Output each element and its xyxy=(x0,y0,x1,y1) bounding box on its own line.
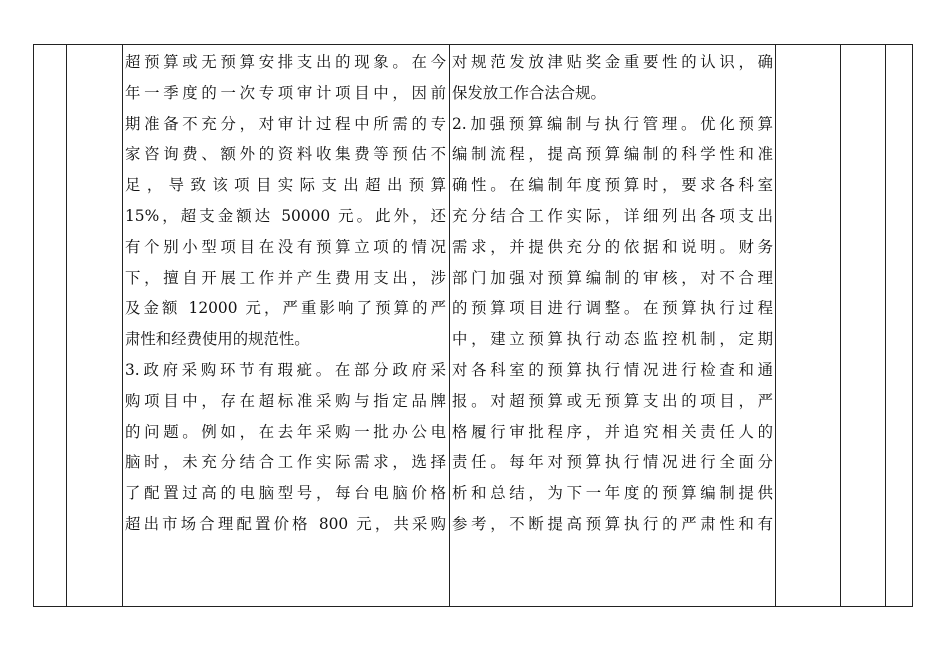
problem-description-cell xyxy=(125,45,446,606)
text-line: 脑时，未充分结合工作实际需求，选择 xyxy=(125,453,446,472)
text-line: 格履行审批程序，并追究相关责任人的 xyxy=(452,422,773,441)
text-line: 的问题。例如，在去年采购一批办公电 xyxy=(125,422,446,441)
column-divider xyxy=(66,45,67,606)
text-line: 中，建立预算执行动态监控机制，定期 xyxy=(452,330,773,349)
document-table xyxy=(33,44,913,607)
text-line: 有个别小型项目在没有预算立项的情况 xyxy=(125,237,446,256)
text-line: 部门加强对预算编制的审核，对不合理 xyxy=(452,268,773,287)
column-divider xyxy=(122,45,123,606)
text-line: 足，导致该项目实际支出超出预算 xyxy=(125,176,446,195)
rectification-measures-text xyxy=(452,45,773,540)
text-line: 肃性和经费使用的规范性。 xyxy=(125,330,310,349)
text-line: 下，擅自开展工作并产生费用支出，涉 xyxy=(125,268,446,287)
text-line: 确性。在编制年度预算时，要求各科室 xyxy=(452,176,773,195)
text-line: 报。对超预算或无预算支出的项目，严 xyxy=(452,391,773,410)
text-line: 年一季度的一次专项审计项目中，因前 xyxy=(125,83,446,102)
text-line: 了配置过高的电脑型号，每台电脑价格 xyxy=(125,484,446,503)
text-line: 的预算项目进行调整。在预算执行过程 xyxy=(452,299,773,318)
text-line: 责任。每年对预算执行情况进行全面分 xyxy=(452,453,773,472)
text-line: 保发放工作合法合规。 xyxy=(452,83,606,102)
text-line: 对各科室的预算执行情况进行检查和通 xyxy=(452,360,773,379)
rectification-measures-cell xyxy=(452,45,773,606)
text-line: 参考，不断提高预算执行的严肃性和有 xyxy=(452,514,773,533)
column-divider xyxy=(885,45,886,606)
column-divider xyxy=(775,45,776,606)
text-line: 期准备不充分，对审计过程中所需的专 xyxy=(125,114,446,133)
text-line: 对规范发放津贴奖金重要性的认识，确 xyxy=(452,53,773,71)
problem-description-text xyxy=(125,45,446,540)
text-line: 3.政府采购环节有瑕疵。在部分政府采 xyxy=(125,360,446,379)
text-line: 购项目中，存在超标准采购与指定品牌 xyxy=(125,391,446,410)
text-line: 编制流程，提高预算编制的科学性和准 xyxy=(452,145,773,164)
text-line: 超预算或无预算安排支出的现象。在今 xyxy=(125,53,446,71)
column-divider xyxy=(449,45,450,606)
text-line: 超出市场合理配置价格 800 元，共采购 xyxy=(125,514,446,533)
text-line: 需求，并提供充分的依据和说明。财务 xyxy=(452,237,773,256)
column-divider xyxy=(840,45,841,606)
text-line: 2.加强预算编制与执行管理。优化预算 xyxy=(452,114,773,133)
text-line: 家咨询费、额外的资料收集费等预估不 xyxy=(125,145,446,164)
text-line: 15%，超支金额达 50000 元。此外，还 xyxy=(125,206,446,225)
text-line: 及金额 12000 元，严重影响了预算的严 xyxy=(125,299,446,318)
text-line: 充分结合工作实际，详细列出各项支出 xyxy=(452,206,773,225)
text-line: 析和总结，为下一年度的预算编制提供 xyxy=(452,484,773,503)
